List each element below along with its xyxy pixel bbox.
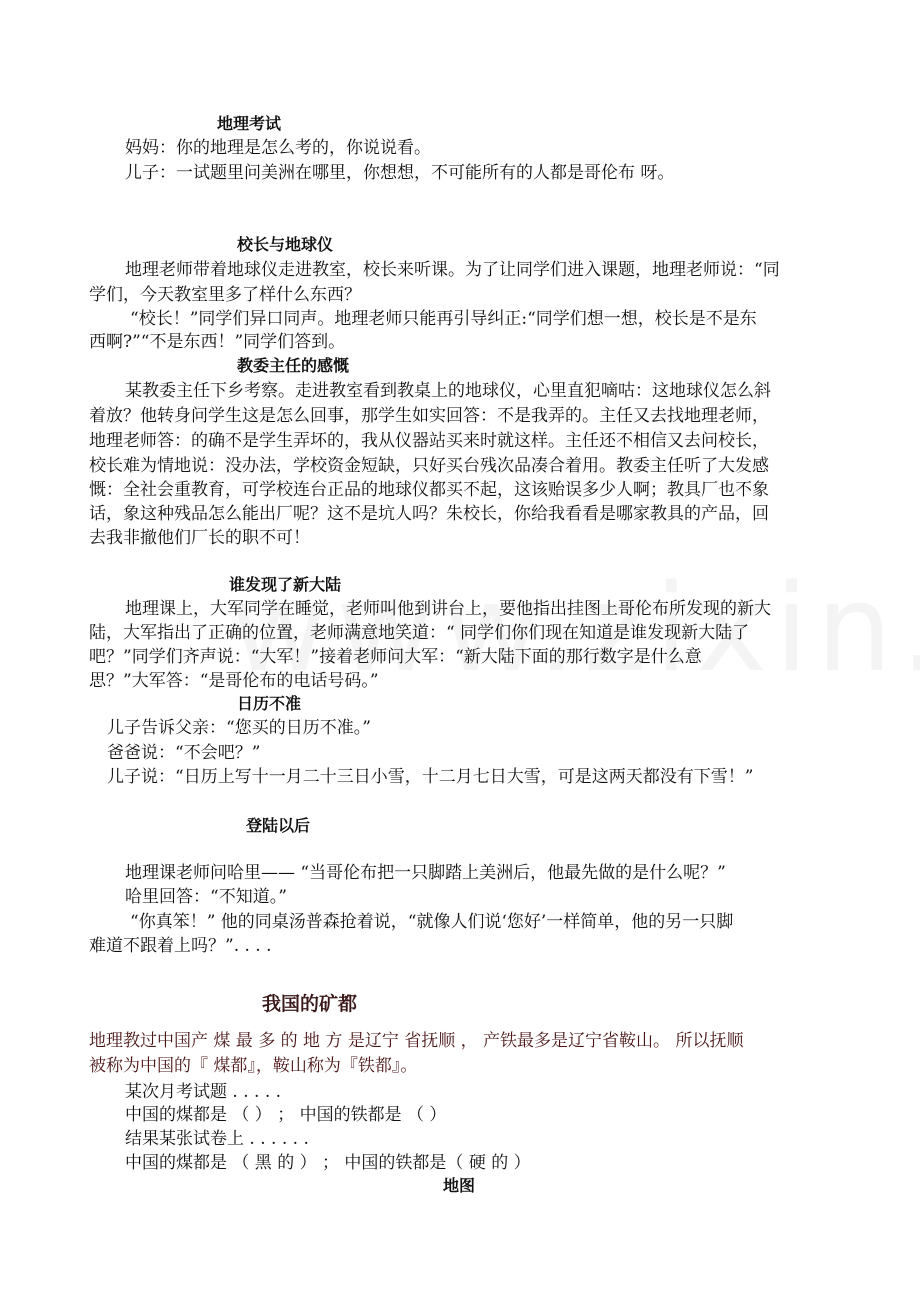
- section-title-mining-capital: 我国的矿都: [262, 993, 358, 1015]
- text-line: 话，象这种残品怎么能出厂呢？这不是坑人吗？朱校长，你给我看看是哪家教具的产品，回: [89, 504, 769, 524]
- text-line: 去我非撤他们厂长的职不可！: [89, 528, 310, 548]
- text-line: 难道不跟着上吗？”. . . .: [89, 936, 272, 956]
- text-line: 结果某张试卷上 . . . . . .: [125, 1129, 309, 1149]
- section-title-geo-exam: 地理考试: [217, 114, 282, 133]
- section-title-director-sigh: 教委主任的感慨: [237, 356, 350, 375]
- text-line: 地理课老师问哈里—— “当哥伦布把一只脚踏上美洲后，他最先做的是什么呢？”: [125, 863, 726, 883]
- text-line: 儿子：一试题里问美洲在哪里，你想想，不可能所有的人都是哥伦布 呀。: [125, 163, 675, 183]
- text-line: 哈里回答：“不知道。”: [125, 887, 287, 907]
- text-line: 陆，大军指出了正确的位置，老师满意地笑道：“ 同学们你们现在知道是谁发现新大陆了: [89, 623, 750, 643]
- text-line: 中国的煤都是 （ ） ； 中国的铁都是 （ ）: [125, 1105, 447, 1125]
- text-line: “你真笨！” 他的同桌汤普森抢着说，“就像人们说‘您好’一样简单，他的另一只脚: [130, 912, 734, 932]
- text-line: “校长！”同学们异口同声。地理老师只能再引导纠正:“同学们想一想，校长是不是东: [130, 309, 757, 329]
- text-line: 地理老师答：的确不是学生弄坏的，我从仪器站买来时就这样。主任还不相信又去问校长，: [89, 431, 769, 451]
- text-line: 被称为中国的『 煤都』，鞍山称为『铁都』。: [89, 1056, 418, 1076]
- section-title-new-continent: 谁发现了新大陆: [229, 575, 342, 594]
- text-line: 儿子说：“日历上写十一月二十三日小雪，十二月七日大雪，可是这两天都没有下雪！”: [107, 767, 754, 787]
- text-line: 校长难为情地说：没办法，学校资金短缺，只好买台残次品凑合着用。教委主任听了大发感: [89, 456, 769, 476]
- text-line: 某教委主任下乡考察。走进教室看到教桌上的地球仪，心里直犯嘀咕：这地球仪怎么斜: [125, 381, 771, 401]
- text-line: 吧？”同学们齐声说：“大军！”接着老师问大军：“新大陆下面的那行数字是什么意: [89, 647, 702, 667]
- text-line: 地理教过中国产 煤 最 多 的 地 方 是辽宁 省抚顺 ， 产铁最多是辽宁省鞍山。 所以抚顺: [89, 1031, 744, 1051]
- text-line: 某次月考试题 . . . . .: [125, 1082, 282, 1102]
- text-line: 思？”大军答：“是哥伦布的电话号码。”: [89, 671, 379, 691]
- text-line: 西啊?”“不是东西！”同学们答到。: [89, 332, 346, 352]
- text-line: 地理老师带着地球仪走进教室，校长来听课。为了让同学们进入课题，地理老师说：“同: [125, 260, 780, 280]
- text-line: 学们，今天教室里多了样什么东西？: [89, 285, 361, 305]
- section-title-map: 地图: [443, 1176, 476, 1195]
- text-line: 地理课上，大军同学在睡觉，老师叫他到讲台上，要他指出挂图上哥伦布所发现的新大: [125, 599, 771, 619]
- text-line: 慨：全社会重教育，可学校连台正品的地球仪都买不起，这该贻误多少人啊；教具厂也不象: [89, 480, 769, 500]
- section-title-after-landing: 登陆以后: [246, 816, 311, 835]
- text-line: 着放？他转身问学生这是怎么回事，那学生如实回答：不是我弄的。主任又去找地理老师，: [89, 406, 769, 426]
- section-title-principal-globe: 校长与地球仪: [237, 235, 334, 254]
- text-line: 妈妈：你的地理是怎么考的，你说说看。: [125, 138, 431, 158]
- text-line: 爸爸说：“不会吧？”: [107, 743, 261, 763]
- section-title-calendar: 日历不准: [237, 694, 302, 713]
- text-line: 儿子告诉父亲：“您买的日历不准。”: [107, 718, 371, 738]
- text-line: 中国的煤都是 （ 黑 的 ） ； 中国的铁都是（ 硬 的 ）: [125, 1153, 531, 1173]
